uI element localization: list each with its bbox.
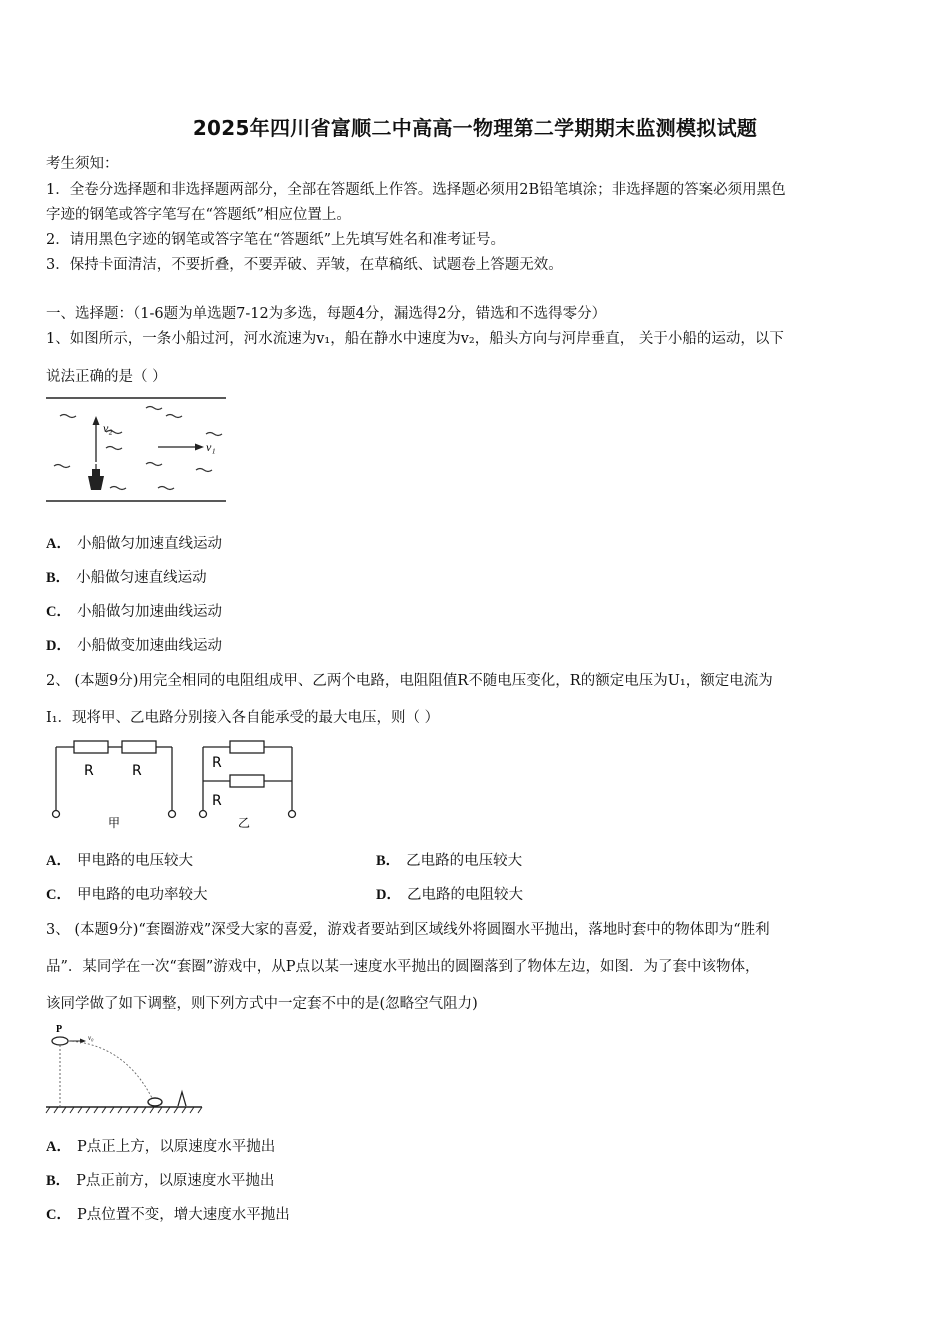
q3-option-a[interactable]: A． P点正上方，以原速度水平抛出 bbox=[46, 1139, 276, 1155]
q3-stem-line2: 品”．某同学在一次“套圈”游戏中，从P点以某一速度水平抛出的圆圈落到了物体左边，如图．为了套中该物体， bbox=[46, 959, 760, 975]
q2-r-label-3: R bbox=[212, 755, 222, 771]
q1-river-figure bbox=[46, 392, 228, 504]
q2-option-c[interactable]: C． 甲电路的电功率较大 bbox=[46, 887, 208, 903]
q3-v-label: v₀ bbox=[88, 1034, 94, 1042]
q2-stem-line2: I₁．现将甲、乙电路分别接入各自能承受的最大电压，则（ ） bbox=[46, 710, 440, 726]
q3-ring-toss-figure bbox=[44, 1020, 204, 1118]
q2-r-label-2: R bbox=[132, 763, 142, 779]
q3-option-b[interactable]: B． P点正前方，以原速度水平抛出 bbox=[46, 1173, 275, 1189]
q2-r-label-1: R bbox=[84, 763, 94, 779]
boat-icon bbox=[88, 464, 104, 490]
q1-option-b[interactable]: B． 小船做匀速直线运动 bbox=[46, 570, 207, 586]
q2-option-b[interactable]: B． 乙电路的电压较大 bbox=[376, 853, 523, 869]
q2-circuit-figure bbox=[46, 735, 306, 835]
q1-option-c[interactable]: C． 小船做匀加速曲线运动 bbox=[46, 604, 222, 620]
q1-stem-line2: 说法正确的是（ ） bbox=[46, 369, 167, 385]
q3-option-c[interactable]: C． P点位置不变，增大速度水平抛出 bbox=[46, 1207, 290, 1223]
notice-item-1-cont: 字迹的钢笔或答字笔写在“答题纸”相应位置上。 bbox=[46, 207, 351, 223]
q1-option-d[interactable]: D． 小船做变加速曲线运动 bbox=[46, 638, 222, 654]
section-heading: 一、选择题：（1-6题为单选题7-12为多选，每题4分，漏选得2分，错选和不选得零分） bbox=[46, 306, 607, 322]
notice-item-1: 1．全卷分选择题和非选择题两部分，全部在答题纸上作答。选择题必须用2B铅笔填涂；非选择题的答案必须用黑色 bbox=[46, 182, 786, 198]
q1-option-a[interactable]: A． 小船做匀加速直线运动 bbox=[46, 536, 222, 552]
notice-item-2: 2．请用黑色字迹的钢笔或答字笔在“答题纸”上先填写姓名和准考证号。 bbox=[46, 232, 506, 248]
q2-stem-line1: 2、 (本题9分)用完全相同的电阻组成甲、乙两个电路，电阻阻值R不随电压变化，R的额定电压为U₁，额定电流为 bbox=[46, 673, 773, 689]
notice-heading: 考生须知： bbox=[46, 156, 119, 172]
page-title: 2025年四川省富顺二中高高一物理第二学期期末监测模拟试题 bbox=[192, 116, 758, 140]
q1-v2-label: v₂ bbox=[103, 421, 113, 435]
q1-v1-label: v₁ bbox=[206, 440, 216, 454]
q2-r-label-4: R bbox=[212, 793, 222, 809]
q2-option-a[interactable]: A． 甲电路的电压较大 bbox=[46, 853, 193, 869]
q2-yi-label: 乙 bbox=[238, 816, 251, 830]
q2-jia-label: 甲 bbox=[108, 816, 121, 830]
q3-stem-line3: 该同学做了如下调整，则下列方式中一定套不中的是(忽略空气阻力) bbox=[46, 996, 478, 1012]
q3-stem-line1: 3、 (本题9分)“套圈游戏”深受大家的喜爱，游戏者要站到区域线外将圆圈水平抛出，落地时套中的物体即为“胜利 bbox=[46, 922, 770, 938]
q3-p-label: P bbox=[56, 1024, 63, 1035]
q2-option-d[interactable]: D． 乙电路的电阻较大 bbox=[376, 887, 523, 903]
q1-stem-line1: 1、如图所示，一条小船过河，河水流速为v₁，船在静水中速度为v₂，船头方向与河岸垂直， 关于小船的运动，以下 bbox=[46, 331, 784, 347]
notice-item-3: 3．保持卡面清洁，不要折叠，不要弄破、弄皱，在草稿纸、试题卷上答题无效。 bbox=[46, 257, 563, 273]
